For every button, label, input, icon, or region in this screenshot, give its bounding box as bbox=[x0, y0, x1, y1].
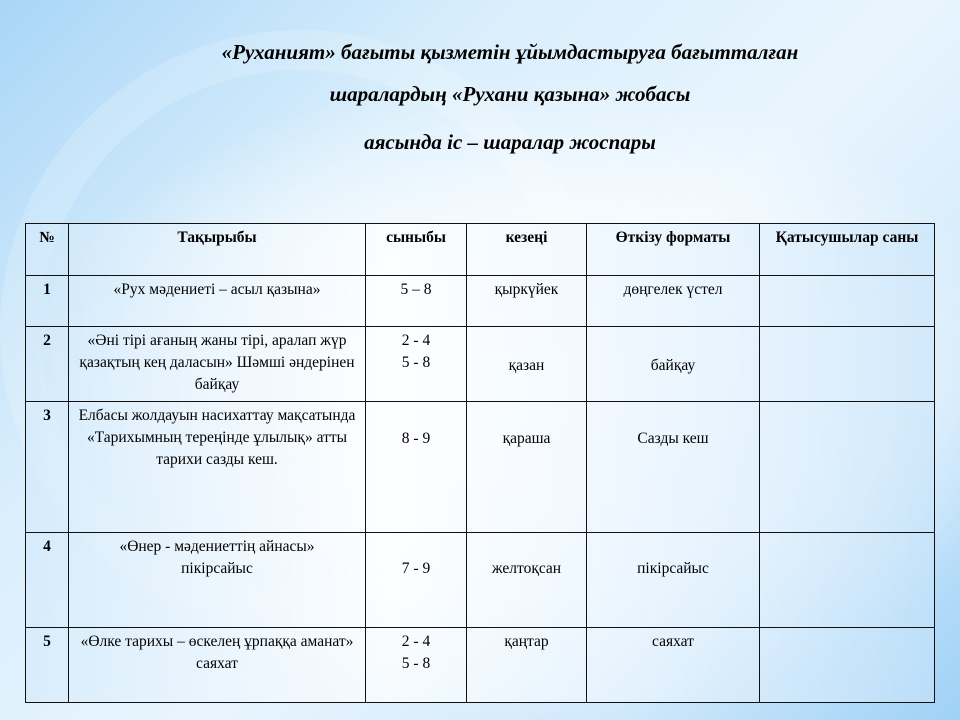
header-participants: Қатысушылар саны bbox=[760, 224, 935, 276]
event-plan-table bbox=[25, 223, 935, 703]
table-row bbox=[26, 533, 935, 628]
table-row bbox=[26, 402, 935, 533]
row-grades bbox=[366, 327, 467, 402]
title-line-1: «Руханият» бағыты қызметін ұйымдастыруға бағытталған bbox=[221, 40, 799, 64]
row-number: 1 bbox=[26, 276, 69, 327]
row-topic: «Әні тірі ағаның жаны тірі, аралап жүр қазақтың кең даласын» Шәмші әндерінен байқау bbox=[69, 327, 366, 402]
grade-range: 8 - 9 bbox=[401, 430, 431, 447]
table-row bbox=[26, 327, 935, 402]
row-topic: Елбасы жолдауын насихаттау мақсатында «Тарихымның тереңінде ұлылық» атты тарихи сазды кеш. bbox=[69, 402, 366, 533]
grade-range: 2 - 4 bbox=[401, 332, 431, 349]
title-line-2: шаралардың «Рухани қазына» жобасы bbox=[329, 82, 691, 106]
grade-range: 2 - 4 bbox=[401, 633, 431, 650]
row-format: Сазды кеш bbox=[587, 402, 760, 533]
row-period: қазан bbox=[467, 327, 587, 402]
header-grade: сыныбы bbox=[366, 224, 467, 276]
table-row bbox=[26, 276, 935, 327]
row-participants bbox=[760, 402, 935, 533]
row-grades bbox=[366, 402, 467, 533]
row-number: 4 bbox=[26, 533, 69, 628]
row-grades bbox=[366, 276, 467, 327]
row-period: қыркүйек bbox=[467, 276, 587, 327]
row-participants bbox=[760, 533, 935, 628]
grade-range: 7 - 9 bbox=[401, 560, 431, 577]
row-participants bbox=[760, 628, 935, 703]
grade-range: 5 - 8 bbox=[401, 354, 431, 371]
row-grades bbox=[366, 533, 467, 628]
table-header-row bbox=[26, 224, 935, 276]
row-period: желтоқсан bbox=[467, 533, 587, 628]
row-period: қараша bbox=[467, 402, 587, 533]
header-period: кезеңі bbox=[467, 224, 587, 276]
grade-range: 5 – 8 bbox=[400, 281, 432, 298]
header-format: Өткізу форматы bbox=[587, 224, 760, 276]
header-number: № bbox=[26, 224, 69, 276]
row-format: дөңгелек үстел bbox=[587, 276, 760, 327]
row-topic: «Өнер - мәдениеттің айнасы» пікірсайыс bbox=[69, 533, 366, 628]
row-participants bbox=[760, 327, 935, 402]
grade-range: 5 - 8 bbox=[401, 655, 431, 672]
row-participants bbox=[760, 276, 935, 327]
row-topic: «Өлке тарихы – өскелең ұрпаққа аманат» саяхат bbox=[69, 628, 366, 703]
table-row bbox=[26, 628, 935, 703]
header-topic: Тақырыбы bbox=[69, 224, 366, 276]
row-format: байқау bbox=[587, 327, 760, 402]
row-topic: «Рух мәдениеті – асыл қазына» bbox=[69, 276, 366, 327]
row-grades bbox=[366, 628, 467, 703]
row-period: қаңтар bbox=[467, 628, 587, 703]
row-format: саяхат bbox=[587, 628, 760, 703]
row-number: 2 bbox=[26, 327, 69, 402]
row-format: пікірсайыс bbox=[587, 533, 760, 628]
title-line-3: аясында іс – шаралар жоспары bbox=[364, 130, 656, 154]
row-number: 3 bbox=[26, 402, 69, 533]
row-number: 5 bbox=[26, 628, 69, 703]
